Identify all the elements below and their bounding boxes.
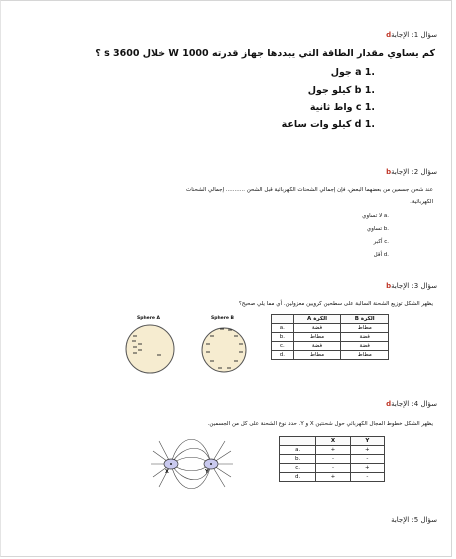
table-cell: .d [272,351,294,360]
q2-option-b: .b تساوي [366,226,389,232]
table-cell: مطاط [341,324,389,333]
table-cell: مطاط [341,351,389,360]
charge-y-label: Y [205,469,209,475]
table-row [272,333,389,342]
q3-col-sphere-a: الكرة A [293,315,341,324]
q4-table [279,436,385,482]
table-cell: .b [280,455,316,464]
table-cell: - [350,473,384,482]
table-cell: .b [272,333,294,342]
q4-title: سؤال 4: الإجابة [391,400,437,408]
q4-header [386,400,437,408]
q3-title: سؤال 3: الإجابة [391,282,437,290]
q4-col-option [280,437,316,446]
sphere-b [202,328,246,372]
table-cell: فضة [341,342,389,351]
q1-answer: d [386,31,392,39]
table-cell: .d [280,473,316,482]
q3-table [271,314,389,360]
q3-col-sphere-b: الكرة B [341,315,389,324]
q2-option-a: .a لا تساوي [362,213,389,219]
q3-answer: b [386,282,392,290]
field-lines-figure [149,433,261,495]
q3-table-header-row [272,315,389,324]
q1-title: سؤال 1: الإجابة [391,31,437,39]
q2-answer: b [386,168,392,176]
table-cell: + [350,446,384,455]
q3-col-option [272,315,294,324]
table-row [280,473,385,482]
q2-option-d: .d أقل [373,252,389,258]
table-cell: فضة [293,324,341,333]
field-lines [151,439,233,489]
table-row [280,446,385,455]
q3-header [386,282,437,290]
q2-option-c: .c أكبر [373,239,389,245]
q4-answer: d [386,400,392,408]
q4-col-y: Y [350,437,384,446]
charge-x-label: X [165,469,169,475]
table-cell: .a [280,446,316,455]
sphere-a [126,325,174,373]
table-cell: فضة [341,333,389,342]
table-cell: + [350,464,384,473]
table-cell: .c [280,464,316,473]
spheres-figure [119,319,249,383]
q2-question-line1: عند شحن جسمين من بعضهما البعض، فإن إجمالي الشحنات الكهربائية قبل الشحن ........... إجمالي الشحنات [186,187,433,193]
q2-title: سؤال 2: الإجابة [391,168,437,176]
table-row [280,455,385,464]
q4-question: يظهر الشكل خطوط المجال الكهربائي حول شحنتين X و Y. حدد نوع الشحنة على كل من الجسمين. [207,421,433,427]
q2-header [386,168,437,176]
q5-title: سؤال 5: الإجابة [391,516,437,524]
table-row [272,342,389,351]
table-cell: - [316,464,350,473]
table-cell: .c [272,342,294,351]
q1-option-b: .b 1 كيلو جول [307,85,375,96]
table-cell: + [316,446,350,455]
table-cell: مطاط [293,333,341,342]
sphere-a-label: Sphere A [137,316,161,321]
table-cell: - [316,455,350,464]
table-cell: - [350,455,384,464]
q1-option-d: .d 1 كيلو وات ساعة [281,119,375,130]
table-cell: مطاط [293,351,341,360]
q1-option-c: .c 1 واط ثانية [309,102,375,113]
q1-question: كم يساوي مقدار الطاقة التي يبددها جهاز قدرته 1000 W خلال 3600 s ؟ [95,48,435,59]
sphere-b-label: Sphere B [211,316,234,321]
q2-question-line2: الكهربائية. [410,199,433,205]
table-row [272,351,389,360]
table-cell: + [316,473,350,482]
q5-header [391,516,437,524]
q3-question: يظهر الشكل توزيع الشحنة السالبة على سطحين كرويين معزولين. أي مما يلي صحيح؟ [238,301,433,307]
q4-table-header-row [280,437,385,446]
q1-option-a: .a 1 جول [330,67,375,78]
table-cell: .a [272,324,294,333]
q4-col-x: X [316,437,350,446]
table-row [272,324,389,333]
table-cell: فضة [293,342,341,351]
q1-header [386,31,437,39]
table-row [280,464,385,473]
